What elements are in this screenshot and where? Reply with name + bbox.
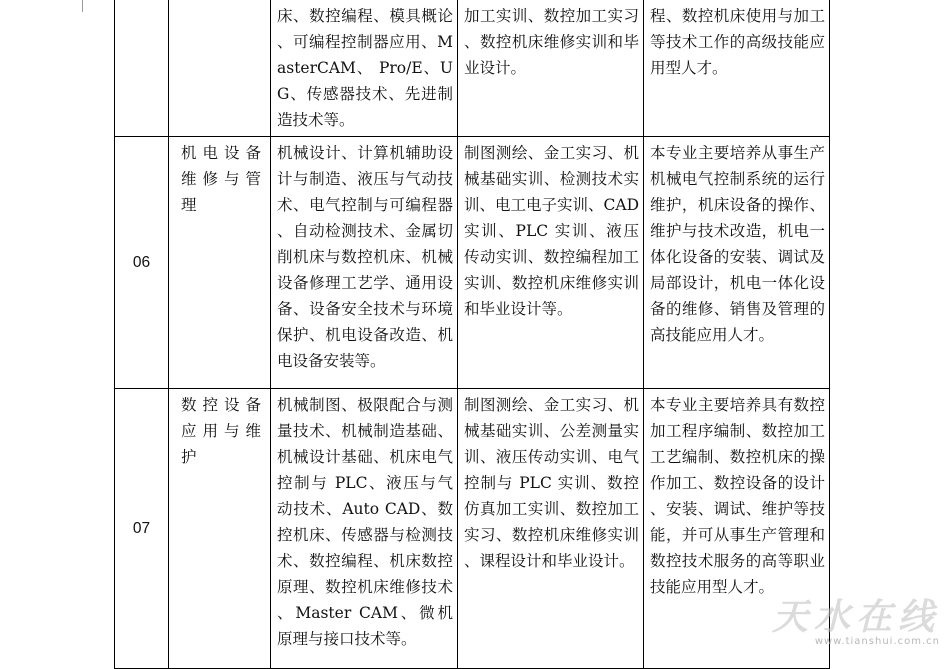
major-name: 机电设备维修与管理 — [181, 144, 264, 214]
courses-text: 机械设计、计算机辅助设计与制造、液压与气动技术、电气控制与可编程器、自动检测技术、金属切削机床与数控机床、机械设备修理工艺学、通用设备、设备安全技术与环境保护、机电设备改造、机电设备安装等。 — [277, 144, 453, 370]
row-number-cell — [115, 137, 169, 389]
courses-cell — [271, 137, 458, 389]
watermark-logo: 天水在线 — [771, 596, 940, 638]
majors-table — [114, 0, 830, 669]
row-number: 07 — [132, 519, 151, 537]
major-cell — [169, 0, 271, 137]
courses-text: 床、数控编程、模具概论、可编程控制器应用、MasterCAM、 Pro/E、UG、传感器技术、先进制造技术等。 — [277, 7, 453, 129]
training-text: 加工实训、数控加工实习、数控机床维修实训和毕业设计。 — [464, 7, 639, 77]
table-row — [115, 389, 830, 669]
table-row — [115, 137, 830, 389]
row-number: 06 — [132, 253, 151, 271]
training-cell — [458, 0, 644, 137]
objective-cell — [644, 389, 830, 669]
objective-text: 本专业主要培养具有数控加工程序编制、数控加工工艺编制、数控机床的操作加工、数控设备的设计、安装、调试、维护等技能，并可从事生产管理和数控技术服务的高等职业技能应用型人才。 — [650, 396, 825, 596]
objective-cell — [644, 137, 830, 389]
table-row — [115, 0, 830, 137]
major-cell — [169, 137, 271, 389]
training-text: 制图测绘、金工实习、机械基础实训、检测技术实训、电工电子实训、CAD 实训、PLC 实训、液压传动实训、数控编程加工实训、数控机床维修实训和毕业设计等。 — [464, 144, 639, 318]
objective-cell — [644, 0, 830, 137]
courses-text: 机械制图、极限配合与测量技术、机械制造基础、机械设计基础、机床电气控制与 PLC、液压与气动技术、Auto CAD、数控机床、传感器与检测技术、数控编程、机床数控原理、数控机床维修技术、Master CAM、微机原理与接口技术等。 — [277, 396, 453, 648]
objective-text: 程、数控机床使用与加工等技术工作的高级技能应用型人才。 — [650, 7, 825, 77]
major-name: 数控设备应用与维护 — [181, 396, 264, 466]
training-text: 制图测绘、金工实习、机械基础实训、公差测量实训、液压传动实训、电气控制与 PLC 实训、数控仿真加工实训、数控加工实习、数控机床维修实训、课程设计和毕业设计。 — [464, 396, 639, 570]
major-name — [169, 0, 270, 6]
training-cell — [458, 137, 644, 389]
objective-text: 本专业主要培养从事生产机械电气控制系统的运行维护，机床设备的操作、维护与技术改造，机电一体化设备的安装、调试及局部设计，机电一体化设备的维修、销售及管理的高技能应用人才。 — [650, 144, 825, 344]
courses-cell — [271, 0, 458, 137]
row-number-cell — [115, 0, 169, 137]
watermark-url: www.tianshui.com.cn — [814, 636, 940, 647]
training-cell — [458, 389, 644, 669]
page-margin-mark — [82, 0, 83, 12]
row-number-cell — [115, 389, 169, 669]
courses-cell — [271, 389, 458, 669]
major-cell — [169, 389, 271, 669]
